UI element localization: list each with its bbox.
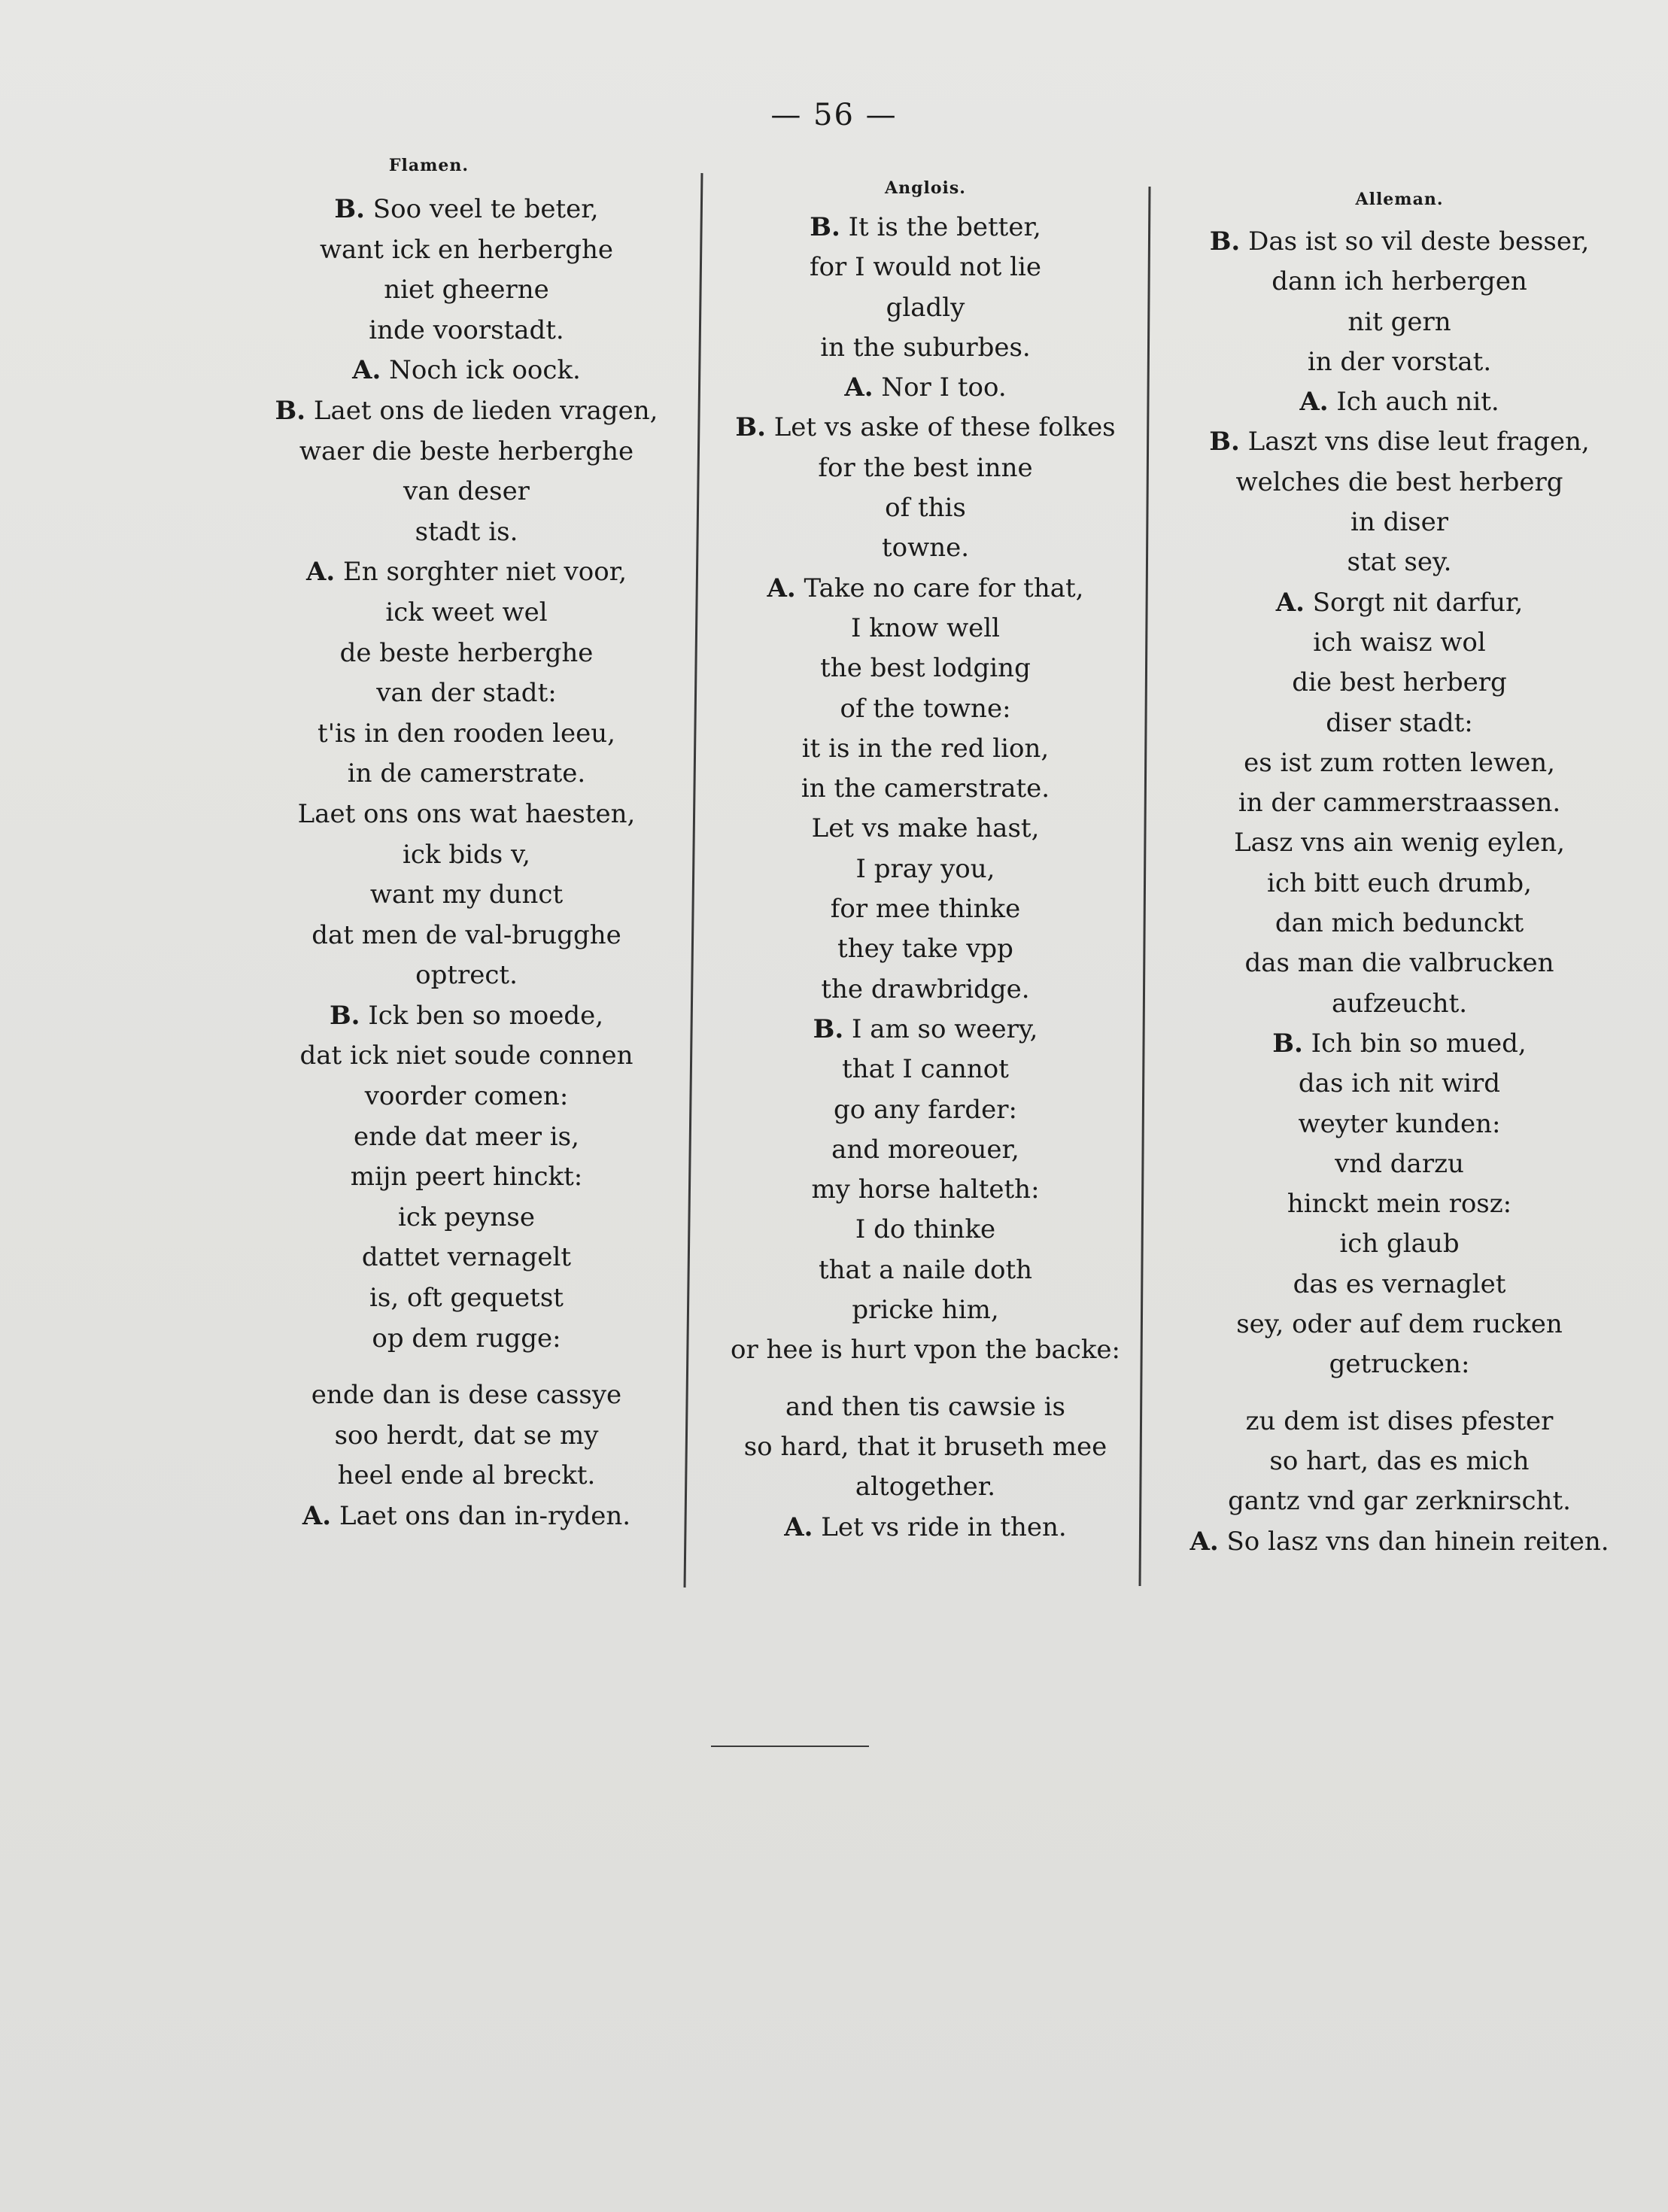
line-text: want ick en herberghe bbox=[319, 234, 614, 265]
line-text: So lasz vns dan hinein reiten. bbox=[1218, 1526, 1609, 1557]
dialogue-line bbox=[1136, 583, 1663, 623]
line-text: waer die beste herberghe bbox=[299, 436, 634, 466]
line-text: ich bitt euch drumb, bbox=[1267, 867, 1532, 898]
line-text: dattet vernagelt bbox=[361, 1242, 572, 1273]
column-flamen bbox=[203, 150, 730, 1537]
speaker-mark: A. bbox=[302, 1501, 332, 1531]
dialogue-line bbox=[203, 634, 730, 674]
dialogue-line bbox=[1136, 1064, 1663, 1104]
dialogue-line bbox=[1136, 943, 1663, 983]
dialogue-line bbox=[677, 1508, 1174, 1548]
column-anglois bbox=[677, 150, 1174, 1548]
line-text: die best herberg bbox=[1292, 667, 1507, 698]
line-text: voorder comen: bbox=[364, 1081, 569, 1112]
line-text: Let vs ride in then. bbox=[813, 1512, 1067, 1542]
speaker-mark: A. bbox=[1189, 1526, 1219, 1557]
dialogue-line bbox=[1136, 1522, 1663, 1562]
dialogue-line bbox=[677, 528, 1174, 568]
line-text: Ich bin so mued, bbox=[1302, 1028, 1527, 1059]
speaker-mark: B. bbox=[735, 412, 766, 443]
dialogue-line bbox=[203, 351, 730, 391]
dialogue-line bbox=[1136, 302, 1663, 342]
dialogue-line bbox=[203, 1077, 730, 1117]
dialogue-line bbox=[1136, 1224, 1663, 1264]
dialogue-line bbox=[203, 1456, 730, 1496]
dialogue-line bbox=[677, 208, 1174, 248]
dialogue-line bbox=[203, 1416, 730, 1457]
dialogue-line bbox=[203, 956, 730, 996]
dialogue-line bbox=[203, 795, 730, 835]
line-text: Laet ons de lieden vragen, bbox=[305, 395, 658, 426]
dialogue-line bbox=[203, 1238, 730, 1278]
column-header: Flamen. bbox=[388, 156, 469, 175]
line-text: in der cammerstraassen. bbox=[1238, 788, 1561, 819]
dialogue-line bbox=[1136, 623, 1663, 663]
dialogue-line bbox=[677, 248, 1174, 287]
stanza-gap bbox=[677, 1371, 1174, 1387]
dialogue-line bbox=[1136, 1345, 1663, 1384]
dialogue-line bbox=[1136, 222, 1663, 262]
dialogue-line bbox=[677, 569, 1174, 609]
line-text: the best lodging bbox=[820, 653, 1031, 684]
line-text: van deser bbox=[403, 476, 530, 507]
line-text: ick weet wel bbox=[385, 597, 548, 627]
dialogue-line bbox=[203, 270, 730, 311]
line-text: Sorgt nit darfur, bbox=[1304, 587, 1524, 618]
line-text: Nor I too. bbox=[873, 372, 1007, 403]
dialogue-line bbox=[203, 1319, 730, 1360]
dialogue-line bbox=[677, 929, 1174, 969]
dialogue-line bbox=[203, 1198, 730, 1238]
line-text: sey, oder auf dem rucken bbox=[1236, 1309, 1563, 1340]
dialogue-line bbox=[1136, 1442, 1663, 1481]
line-text: hinckt mein rosz: bbox=[1287, 1189, 1512, 1220]
dialogue-line bbox=[677, 408, 1174, 448]
dialogue-line bbox=[1136, 1402, 1663, 1442]
dialogue-line bbox=[1136, 422, 1663, 462]
line-text: mijn peert hinckt: bbox=[350, 1162, 583, 1193]
line-text: stadt is. bbox=[415, 516, 518, 547]
line-text: ende dan is dese cassye bbox=[311, 1380, 622, 1411]
line-text: de beste herberghe bbox=[339, 637, 594, 668]
dialogue-line bbox=[677, 1090, 1174, 1130]
dialogue-line bbox=[203, 1117, 730, 1158]
line-text: Soo veel te beter, bbox=[365, 194, 599, 224]
speaker-mark: A. bbox=[352, 355, 381, 386]
speaker-mark: A. bbox=[1299, 387, 1329, 418]
dialogue-line bbox=[203, 916, 730, 956]
line-text: in de camerstrate. bbox=[347, 758, 586, 789]
dialogue-line bbox=[677, 889, 1174, 929]
dialogue-line bbox=[203, 1278, 730, 1319]
line-text: das man die valbrucken bbox=[1244, 948, 1554, 979]
line-text: op dem rugge: bbox=[372, 1323, 561, 1354]
dialogue-line bbox=[1136, 342, 1663, 382]
end-rule bbox=[711, 1746, 869, 1747]
line-text: ich glaub bbox=[1339, 1229, 1460, 1259]
dialogue-line bbox=[1136, 864, 1663, 904]
dialogue-line bbox=[1136, 463, 1663, 503]
dialogue-line bbox=[1136, 1481, 1663, 1521]
line-text: van der stadt: bbox=[376, 678, 557, 709]
line-text: das ich nit wird bbox=[1298, 1068, 1501, 1099]
speaker-mark: A. bbox=[305, 557, 336, 588]
dialogue-line bbox=[1136, 1184, 1663, 1224]
line-text: En sorghter niet voor, bbox=[335, 557, 627, 588]
line-text: It is the better, bbox=[840, 212, 1041, 242]
dialogue-line bbox=[203, 1375, 730, 1416]
line-text: go any farder: bbox=[834, 1094, 1017, 1125]
line-text: vnd darzu bbox=[1335, 1148, 1464, 1179]
dialogue-line bbox=[677, 368, 1174, 408]
dialogue-line bbox=[677, 609, 1174, 649]
column-lines bbox=[203, 190, 730, 1537]
dialogue-line bbox=[677, 1010, 1174, 1050]
dialogue-line bbox=[1136, 984, 1663, 1024]
speaker-mark: A. bbox=[784, 1512, 813, 1542]
line-text: dat men de val-brugghe bbox=[311, 919, 621, 950]
column-header: Anglois. bbox=[885, 178, 966, 198]
line-text: I know well bbox=[850, 612, 1001, 643]
line-text: es ist zum rotten lewen, bbox=[1244, 747, 1555, 778]
dialogue-line bbox=[677, 1250, 1174, 1290]
line-text: it is in the red lion, bbox=[801, 733, 1050, 764]
line-text: zu dem ist dises pfester bbox=[1245, 1405, 1554, 1436]
stanza-gap bbox=[203, 1359, 730, 1375]
line-text: gladly bbox=[886, 292, 965, 323]
speaker-mark: B. bbox=[813, 1013, 844, 1044]
speaker-mark: B. bbox=[329, 1000, 360, 1031]
speaker-mark: A. bbox=[844, 372, 873, 403]
line-text: the drawbridge. bbox=[821, 974, 1030, 1004]
line-text: and moreouer, bbox=[831, 1134, 1019, 1165]
dialogue-line bbox=[1136, 262, 1663, 302]
line-text: so hart, das es mich bbox=[1269, 1445, 1530, 1476]
line-text: ende dat meer is, bbox=[354, 1121, 579, 1152]
dialogue-line bbox=[203, 1496, 730, 1537]
dialogue-line bbox=[1136, 1305, 1663, 1345]
line-text: I do thinke bbox=[855, 1214, 996, 1245]
column-lines bbox=[1136, 222, 1663, 1562]
speaker-mark: B. bbox=[334, 194, 365, 224]
dialogue-line bbox=[677, 288, 1174, 328]
dialogue-line bbox=[677, 849, 1174, 889]
line-text: stat sey. bbox=[1347, 547, 1452, 578]
line-text: pricke him, bbox=[852, 1295, 999, 1326]
line-text: nit gern bbox=[1347, 306, 1451, 337]
speaker-mark: A. bbox=[1275, 587, 1305, 618]
dialogue-line bbox=[677, 649, 1174, 688]
dialogue-line bbox=[203, 472, 730, 512]
dialogue-line bbox=[1136, 743, 1663, 783]
line-text: aufzeucht. bbox=[1331, 988, 1468, 1019]
line-text: dat ick niet soude connen bbox=[299, 1041, 633, 1071]
line-text: for I would not lie bbox=[810, 252, 1041, 283]
line-text: altogether. bbox=[855, 1472, 996, 1503]
dialogue-line bbox=[203, 552, 730, 593]
line-text: ich waisz wol bbox=[1313, 627, 1486, 658]
line-text: welches die best herberg bbox=[1235, 466, 1563, 497]
line-text: optrect. bbox=[415, 960, 518, 991]
dialogue-line bbox=[1136, 503, 1663, 542]
dialogue-line bbox=[203, 230, 730, 271]
line-text: in der vorstat. bbox=[1307, 346, 1492, 377]
line-text: in diser bbox=[1350, 507, 1449, 538]
line-text: for the best inne bbox=[818, 452, 1033, 483]
dialogue-line bbox=[203, 754, 730, 795]
dialogue-line bbox=[677, 729, 1174, 769]
column-header: Alleman. bbox=[1355, 190, 1444, 209]
line-text: Let vs aske of these folkes bbox=[765, 412, 1116, 443]
line-text: and then tis cawsie is bbox=[785, 1391, 1065, 1422]
dialogue-line bbox=[203, 673, 730, 714]
dialogue-line bbox=[203, 190, 730, 230]
dialogue-line bbox=[1136, 1265, 1663, 1305]
dialogue-line bbox=[677, 1170, 1174, 1210]
line-text: niet gheerne bbox=[384, 275, 549, 305]
line-text: inde voorstadt. bbox=[369, 314, 564, 345]
speaker-mark: B. bbox=[1209, 427, 1240, 457]
line-text: Take no care for that, bbox=[795, 573, 1084, 603]
line-text: heel ende al breckt. bbox=[337, 1460, 596, 1491]
dialogue-line bbox=[203, 311, 730, 351]
dialogue-line bbox=[677, 488, 1174, 528]
line-text: for mee thinke bbox=[830, 894, 1021, 925]
line-text: want my dunct bbox=[369, 880, 564, 910]
dialogue-line bbox=[1136, 783, 1663, 823]
dialogue-line bbox=[203, 1036, 730, 1077]
page-number: — 56 — bbox=[770, 98, 898, 132]
dialogue-line bbox=[677, 1427, 1174, 1467]
line-text: soo herdt, dat se my bbox=[334, 1420, 599, 1451]
dialogue-line bbox=[203, 432, 730, 472]
dialogue-line bbox=[677, 448, 1174, 488]
dialogue-line bbox=[677, 1130, 1174, 1170]
speaker-mark: B. bbox=[1209, 226, 1241, 257]
line-text: so hard, that it bruseth mee bbox=[743, 1431, 1107, 1462]
line-text: ick bids v, bbox=[403, 839, 530, 870]
dialogue-line bbox=[677, 1290, 1174, 1330]
line-text: ick peynse bbox=[398, 1202, 535, 1232]
column-alleman bbox=[1136, 150, 1663, 1562]
dialogue-line bbox=[1136, 382, 1663, 422]
stanza-gap bbox=[1136, 1385, 1663, 1402]
dialogue-line bbox=[677, 1210, 1174, 1250]
line-text: Laet ons ons wat haesten, bbox=[297, 798, 636, 829]
dialogue-line bbox=[1136, 1144, 1663, 1184]
dialogue-line bbox=[203, 835, 730, 876]
speaker-mark: A. bbox=[767, 573, 796, 603]
dialogue-line bbox=[203, 996, 730, 1037]
line-text: Ich auch nit. bbox=[1328, 387, 1499, 418]
line-text: Laszt vns dise leut fragen, bbox=[1239, 427, 1590, 457]
line-text: I pray you, bbox=[855, 853, 995, 884]
line-text: I am so weery, bbox=[843, 1013, 1038, 1044]
line-text: that I cannot bbox=[842, 1054, 1009, 1085]
dialogue-line bbox=[1136, 663, 1663, 703]
dialogue-line bbox=[203, 593, 730, 634]
line-text: Ick ben so moede, bbox=[360, 1000, 604, 1031]
line-text: in the suburbes. bbox=[820, 332, 1031, 363]
line-text: that a naile doth bbox=[818, 1254, 1033, 1285]
dialogue-line bbox=[677, 809, 1174, 849]
dialogue-line bbox=[677, 1387, 1174, 1427]
line-text: of this bbox=[885, 493, 966, 524]
line-text: my horse halteth: bbox=[811, 1174, 1040, 1205]
line-text: getrucken: bbox=[1329, 1349, 1470, 1380]
dialogue-line bbox=[1136, 703, 1663, 743]
line-text: das es vernaglet bbox=[1293, 1269, 1506, 1299]
line-text: t'is in den rooden leeu, bbox=[317, 718, 615, 749]
dialogue-line bbox=[1136, 904, 1663, 943]
line-text: in the camerstrate. bbox=[801, 773, 1050, 804]
dialogue-line bbox=[677, 1467, 1174, 1507]
speaker-mark: B. bbox=[1272, 1028, 1303, 1059]
line-text: Lasz vns ain wenig eylen, bbox=[1234, 828, 1565, 858]
dialogue-line bbox=[1136, 1104, 1663, 1144]
dialogue-line bbox=[677, 1050, 1174, 1089]
line-text: dann ich herbergen bbox=[1272, 266, 1527, 297]
line-text: gantz vnd gar zerknirscht. bbox=[1228, 1486, 1571, 1517]
dialogue-line bbox=[677, 328, 1174, 368]
speaker-mark: B. bbox=[275, 395, 306, 426]
dialogue-line bbox=[203, 714, 730, 755]
line-text: dan mich bedunckt bbox=[1275, 908, 1524, 939]
speaker-mark: B. bbox=[810, 212, 840, 242]
dialogue-line bbox=[203, 875, 730, 916]
dialogue-line bbox=[677, 970, 1174, 1010]
line-text: they take vpp bbox=[837, 934, 1013, 965]
dialogue-line bbox=[203, 391, 730, 432]
column-lines bbox=[677, 208, 1174, 1548]
line-text: Let vs make hast, bbox=[811, 813, 1040, 844]
dialogue-line bbox=[677, 1330, 1174, 1370]
line-text: weyter kunden: bbox=[1298, 1108, 1501, 1139]
line-text: Das ist so vil deste besser, bbox=[1240, 226, 1590, 257]
dialogue-line bbox=[1136, 542, 1663, 582]
dialogue-line bbox=[203, 1157, 730, 1198]
line-text: or hee is hurt vpon the backe: bbox=[730, 1335, 1121, 1366]
dialogue-line bbox=[677, 689, 1174, 729]
line-text: towne. bbox=[881, 533, 970, 564]
line-text: of the towne: bbox=[840, 693, 1011, 724]
line-text: Laet ons dan in-ryden. bbox=[331, 1501, 631, 1531]
dialogue-line bbox=[1136, 823, 1663, 863]
dialogue-line bbox=[1136, 1024, 1663, 1064]
dialogue-line bbox=[677, 769, 1174, 809]
dialogue-line bbox=[203, 512, 730, 553]
line-text: Noch ick oock. bbox=[381, 355, 581, 386]
line-text: is, oft gequetst bbox=[369, 1283, 564, 1314]
line-text: diser stadt: bbox=[1326, 707, 1473, 738]
